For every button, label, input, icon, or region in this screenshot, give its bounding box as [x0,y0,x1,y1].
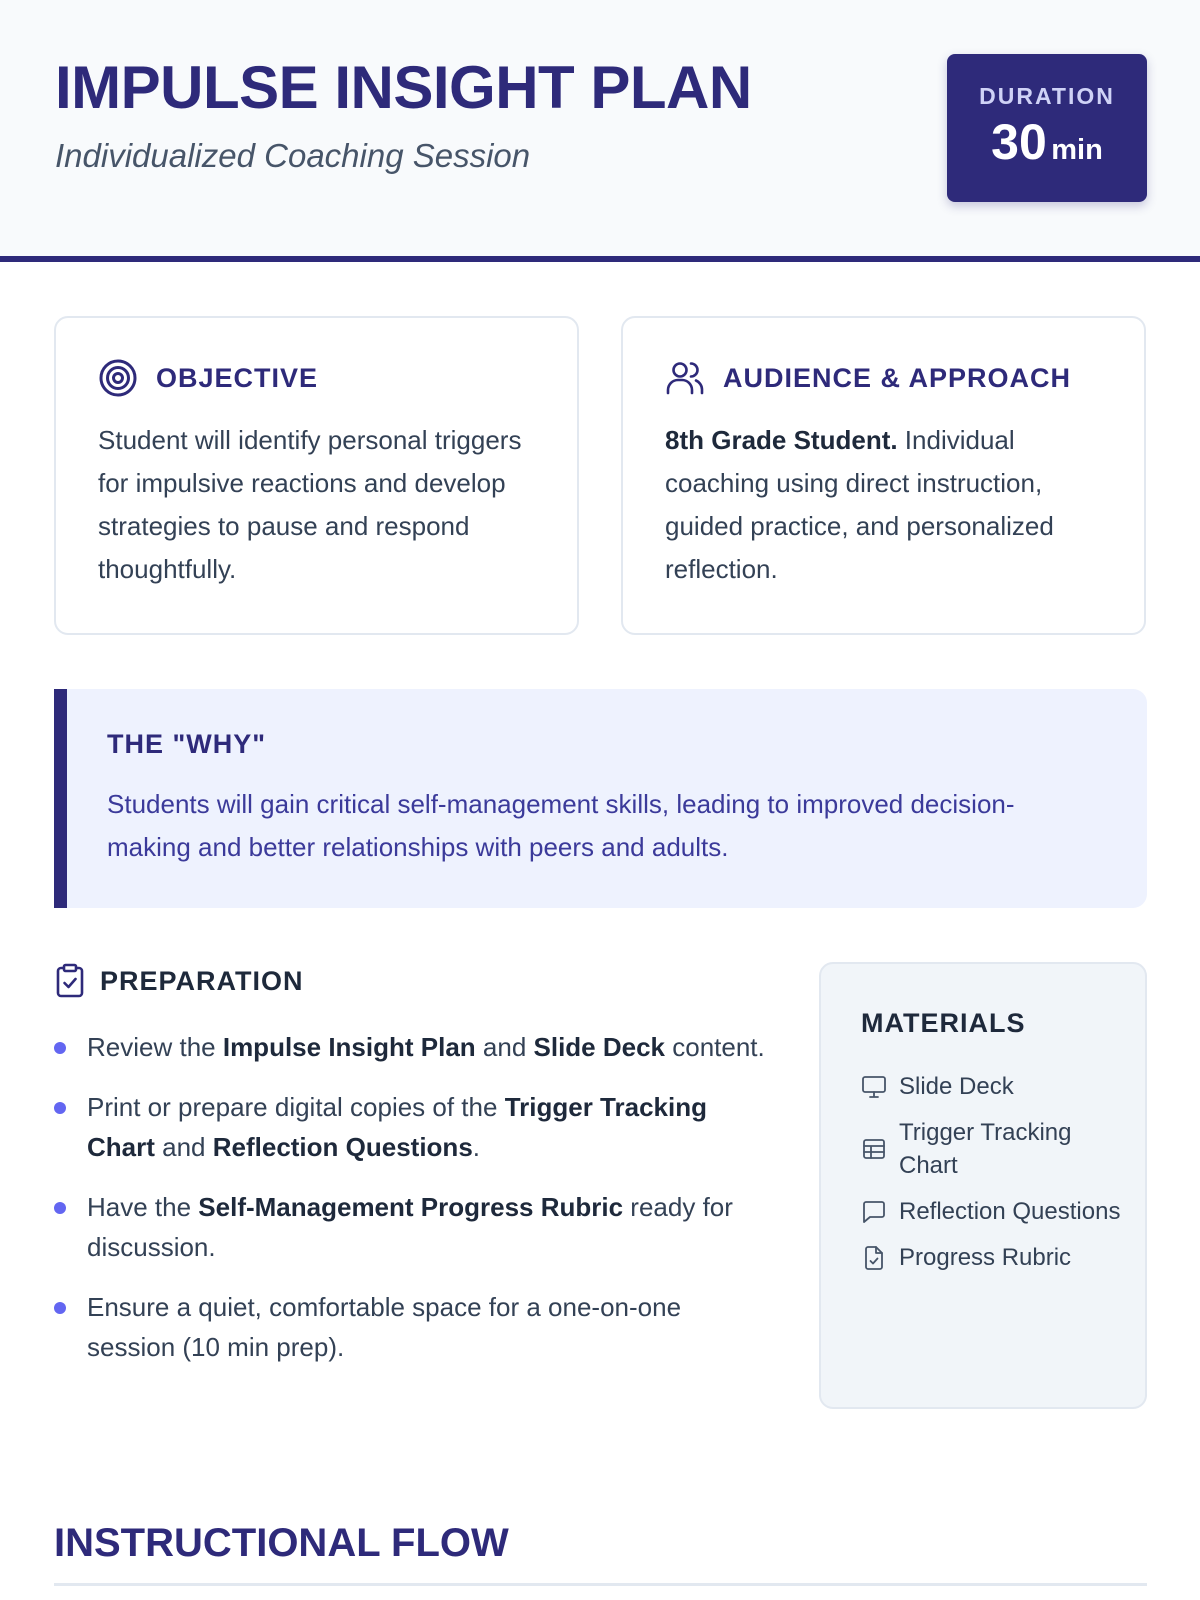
list-item [54,1027,774,1067]
target-icon [98,358,138,398]
item-emphasis: Slide Deck [533,1032,666,1062]
why-text: Students will gain critical self-management skills, leading to improved decision-making and better relationships with peers and adults. [107,789,1015,862]
list-item [54,1087,774,1167]
material-reflection-questions [861,1195,1121,1228]
audience-title: AUDIENCE & APPROACH [723,362,1072,393]
material-label: Reflection Questions [899,1198,1121,1225]
audience-description: Individual coaching using direct instruction, guided practice, and personalized reflection. [665,425,1054,584]
material-progress-rubric [861,1241,1121,1274]
why-title: THE "WHY" [107,729,267,759]
preparation-header [54,960,304,1002]
duration-unit: min [1051,134,1103,166]
duration-badge [947,54,1147,202]
message-icon [861,1199,887,1225]
material-label: Progress Rubric [899,1244,1072,1271]
item-text: and [154,1132,213,1162]
item-text: ready for discussion. [87,1192,733,1262]
audience-header [665,356,1071,400]
duration-value: 30 [991,114,1047,170]
item-text: . [472,1132,481,1162]
objective-header [98,356,318,400]
duration-value-wrap [947,112,1147,185]
audience-text [665,419,1105,591]
item-text: Review the [87,1032,223,1062]
preparation-list [54,1027,774,1387]
item-text: and [475,1032,534,1062]
why-callout [54,689,1147,908]
table-icon [861,1136,887,1162]
materials-title: MATERIALS [861,1008,1026,1038]
objective-text: Student will identify personal triggers for impulsive reactions and develop strategies to pause and respond thoughtfully. [98,425,522,584]
item-text: Have the [87,1192,199,1222]
file-check-icon [861,1245,887,1271]
materials-list [861,1070,1121,1287]
objective-title: OBJECTIVE [156,362,319,393]
audience-lead: 8th Grade Student. [665,425,898,455]
duration-label: DURATION [979,83,1115,109]
page-title: IMPULSE INSIGHT PLAN [55,54,752,121]
instructional-flow-title: INSTRUCTIONAL FLOW [54,1521,509,1565]
page-subtitle: Individualized Coaching Session [55,137,531,174]
material-slide-deck [861,1070,1121,1103]
item-text: content. [665,1032,765,1062]
monitor-icon [861,1074,887,1100]
section-divider [54,1583,1147,1586]
materials-panel [819,962,1147,1409]
material-label: Slide Deck [899,1073,1014,1100]
material-trigger-chart [861,1116,1121,1182]
item-emphasis: Self-Management Progress Rubric [198,1192,624,1222]
list-item [54,1287,774,1367]
plan-header [0,0,1200,262]
material-label: Trigger Tracking Chart [899,1119,1072,1179]
item-text: Print or prepare digital copies of the [87,1092,505,1122]
item-emphasis: Trigger Tracking Chart [87,1092,707,1162]
audience-card [621,316,1146,635]
users-icon [665,358,705,398]
list-item [54,1187,774,1267]
item-text: Ensure a quiet, comfortable space for a one-on-one session (10 min prep). [87,1292,682,1362]
objective-card [54,316,579,635]
item-emphasis: Impulse Insight Plan [222,1032,476,1062]
preparation-title: PREPARATION [100,965,304,996]
item-emphasis: Reflection Questions [212,1132,473,1162]
clipboard-check-icon [54,963,86,999]
